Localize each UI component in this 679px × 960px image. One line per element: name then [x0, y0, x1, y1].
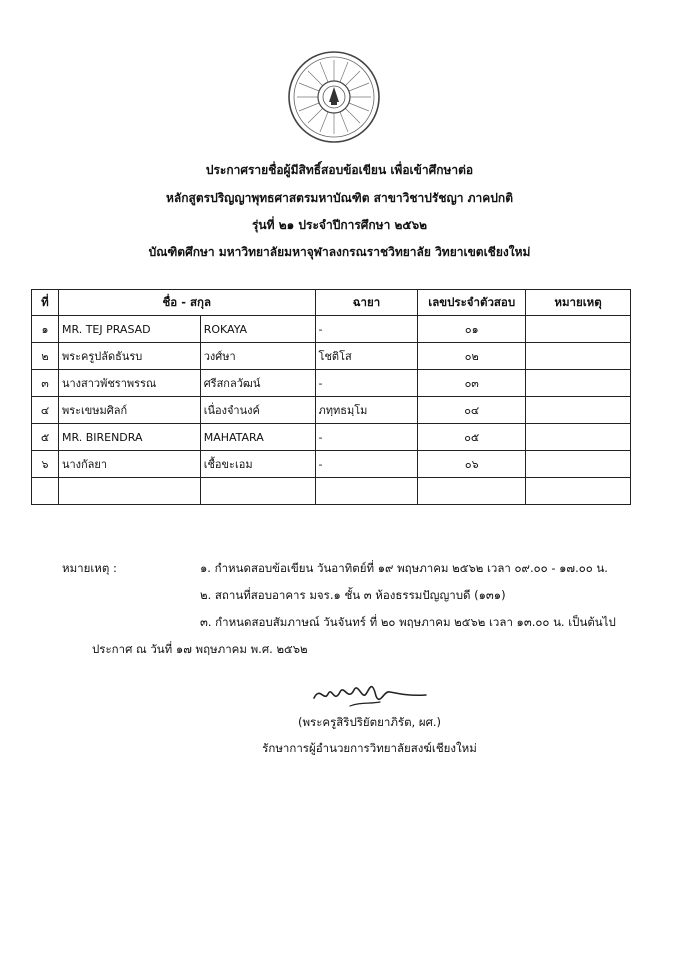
header-exam-no: เลขประจำตัวสอบ — [418, 290, 526, 316]
header-name: ชื่อ - สกุล — [58, 290, 315, 316]
row-num: ๒ — [32, 343, 59, 370]
row-first-name: พระครูปลัดธันรบ — [58, 343, 200, 370]
row-title: - — [315, 451, 418, 478]
row-remark — [526, 343, 631, 370]
announcement-date: ประกาศ ณ วันที่ ๑๗ พฤษภาคม พ.ศ. ๒๕๖๒ — [92, 642, 308, 656]
table-row — [32, 316, 631, 343]
row-remark — [526, 424, 631, 451]
empty-cell — [315, 478, 418, 505]
empty-cell — [200, 478, 315, 505]
row-exam-no: ๐๕ — [418, 424, 526, 451]
empty-cell — [58, 478, 200, 505]
handwritten-signature — [310, 676, 430, 712]
row-title: - — [315, 370, 418, 397]
table-row — [32, 343, 631, 370]
row-last-name: เชื้อขะเอม — [200, 451, 315, 478]
table-row — [32, 397, 631, 424]
header-line-3: รุ่นที่ ๒๑ ประจำปีการศึกษา ๒๕๖๒ — [251, 218, 427, 232]
table-row — [32, 451, 631, 478]
row-first-name: MR. TEJ PRASAD — [58, 316, 200, 343]
row-first-name: MR. BIRENDRA — [58, 424, 200, 451]
empty-cell — [418, 478, 526, 505]
row-num: ๑ — [32, 316, 59, 343]
row-remark — [526, 451, 631, 478]
table-row-empty — [32, 478, 631, 505]
row-last-name: วงศ์ษา — [200, 343, 315, 370]
row-num: ๔ — [32, 397, 59, 424]
row-first-name: นางกัลยา — [58, 451, 200, 478]
header-title: ฉายา — [315, 290, 418, 316]
row-exam-no: ๐๔ — [418, 397, 526, 424]
signer-position: รักษาการผู้อำนวยการวิทยาลัยสงฆ์เชียงใหม่ — [262, 741, 477, 755]
row-last-name: ศรีสกลวัฒน์ — [200, 370, 315, 397]
table-row — [32, 370, 631, 397]
row-title: โชติโส — [315, 343, 418, 370]
header-num: ที่ — [32, 290, 59, 316]
row-last-name: เนื่องจำนงค์ — [200, 397, 315, 424]
note-item-1: ๑. กำหนดสอบข้อเขียน วันอาทิตย์ที่ ๑๙ พฤษภาคม ๒๕๖๒ เวลา ๐๙.๐๐ - ๑๗.๐๐ น. — [200, 561, 608, 575]
row-first-name: พระเขษมศิลก์ — [58, 397, 200, 424]
empty-cell — [526, 478, 631, 505]
row-remark — [526, 370, 631, 397]
row-num: ๓ — [32, 370, 59, 397]
header-remark: หมายเหตุ — [526, 290, 631, 316]
row-last-name: ROKAYA — [200, 316, 315, 343]
row-remark — [526, 397, 631, 424]
row-title: - — [315, 424, 418, 451]
table-row — [32, 424, 631, 451]
row-last-name: MAHATARA — [200, 424, 315, 451]
header-line-2: หลักสูตรปริญญาพุทธศาสตรมหาบัณฑิต สาขาวิชาปรัชญา ภาคปกติ — [166, 191, 513, 205]
header-line-4: บัณฑิตศึกษา มหาวิทยาลัยมหาจุฬาลงกรณราชวิทยาลัย วิทยาเขตเชียงใหม่ — [148, 245, 531, 259]
row-exam-no: ๐๒ — [418, 343, 526, 370]
row-exam-no: ๐๖ — [418, 451, 526, 478]
row-first-name: นางสาวพัชราพรรณ — [58, 370, 200, 397]
empty-cell — [32, 478, 59, 505]
header-line-1: ประกาศรายชื่อผู้มีสิทธิ์สอบข้อเขียน เพื่อเข้าศึกษาต่อ — [205, 163, 474, 177]
university-seal-emblem — [287, 50, 381, 144]
note-item-2: ๒. สถานที่สอบอาคาร มจร.๑ ชั้น ๓ ห้องธรรมปัญญาบดี (๑๓๑) — [200, 588, 506, 602]
signer-name: (พระครูสิริปริยัตยาภิรัต, ผศ.) — [297, 715, 442, 729]
table-header-row — [32, 290, 631, 316]
notes-label: หมายเหตุ : — [62, 561, 117, 575]
row-exam-no: ๐๑ — [418, 316, 526, 343]
row-title: - — [315, 316, 418, 343]
row-num: ๕ — [32, 424, 59, 451]
note-item-3: ๓. กำหนดสอบสัมภาษณ์ วันจันทร์ ที่ ๒๐ พฤษภาคม ๒๕๖๒ เวลา ๑๓.๐๐ น. เป็นต้นไป — [200, 615, 616, 629]
row-exam-no: ๐๓ — [418, 370, 526, 397]
row-remark — [526, 316, 631, 343]
candidate-table — [31, 289, 631, 505]
row-num: ๖ — [32, 451, 59, 478]
row-title: ภทฺทธมฺโม — [315, 397, 418, 424]
